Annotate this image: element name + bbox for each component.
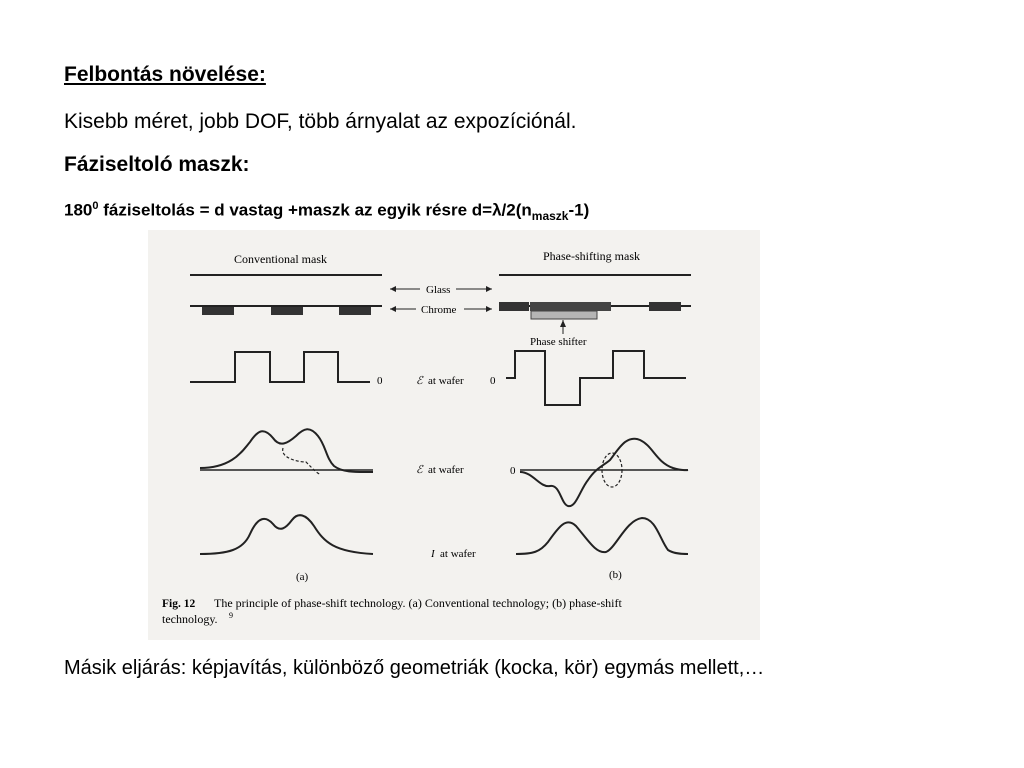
chrome-block (271, 307, 303, 315)
chrome-label: Chrome (421, 304, 457, 316)
phase-shifting-mask-label: Phase-shifting mask (543, 249, 640, 263)
e-at-wafer-label-1: at wafer (428, 375, 464, 387)
i-at-wafer-label: at wafer (440, 548, 476, 560)
panel-a-label: (a) (296, 571, 309, 583)
caption-line-2: technology. (162, 612, 218, 626)
heading-phase-mask: Fáziseltoló maszk: (64, 153, 250, 176)
paragraph-other-method: Másik eljárás: képjavítás, különböző geometriák (kocka, kör) egymás mellett,… (64, 657, 765, 679)
paragraph-intro: Kisebb méret, jobb DOF, több árnyalat az expozíciónál. (64, 110, 577, 133)
phase-shifter-label: Phase shifter (530, 336, 587, 348)
zero-label: 0 (490, 375, 496, 387)
zero-label: 0 (510, 465, 516, 477)
e-at-wafer-label-2: at wafer (428, 464, 464, 476)
chrome-block (649, 302, 681, 311)
phase-shifter-block (531, 311, 597, 319)
e-symbol: ℰ (416, 464, 423, 476)
e-symbol: ℰ (416, 375, 423, 387)
chrome-block (530, 302, 611, 311)
phase-shift-formula: $180^0$ fáziseltolás = d vastag +maszk az egyik résre $d=\lambda/2(n_{maszk}-1)$ (64, 200, 590, 224)
heading-resolution: Felbontás növelése: (64, 63, 266, 86)
chrome-block (339, 307, 371, 315)
chrome-block (202, 307, 234, 315)
zero-label: 0 (377, 375, 383, 387)
conventional-mask-label: Conventional mask (234, 252, 327, 266)
i-symbol: I (431, 548, 435, 560)
chrome-block (499, 302, 529, 311)
caption-line-1: The principle of phase-shift technology. (a) Conventional technology; (b) phase-shift (214, 596, 622, 610)
caption-fig-number: Fig. 12 (162, 598, 196, 610)
phase-shift-figure (148, 230, 760, 640)
figure-svg (148, 230, 760, 640)
glass-label: Glass (426, 284, 451, 296)
caption-reference: 9 (229, 611, 233, 620)
panel-b-label: (b) (609, 569, 622, 581)
